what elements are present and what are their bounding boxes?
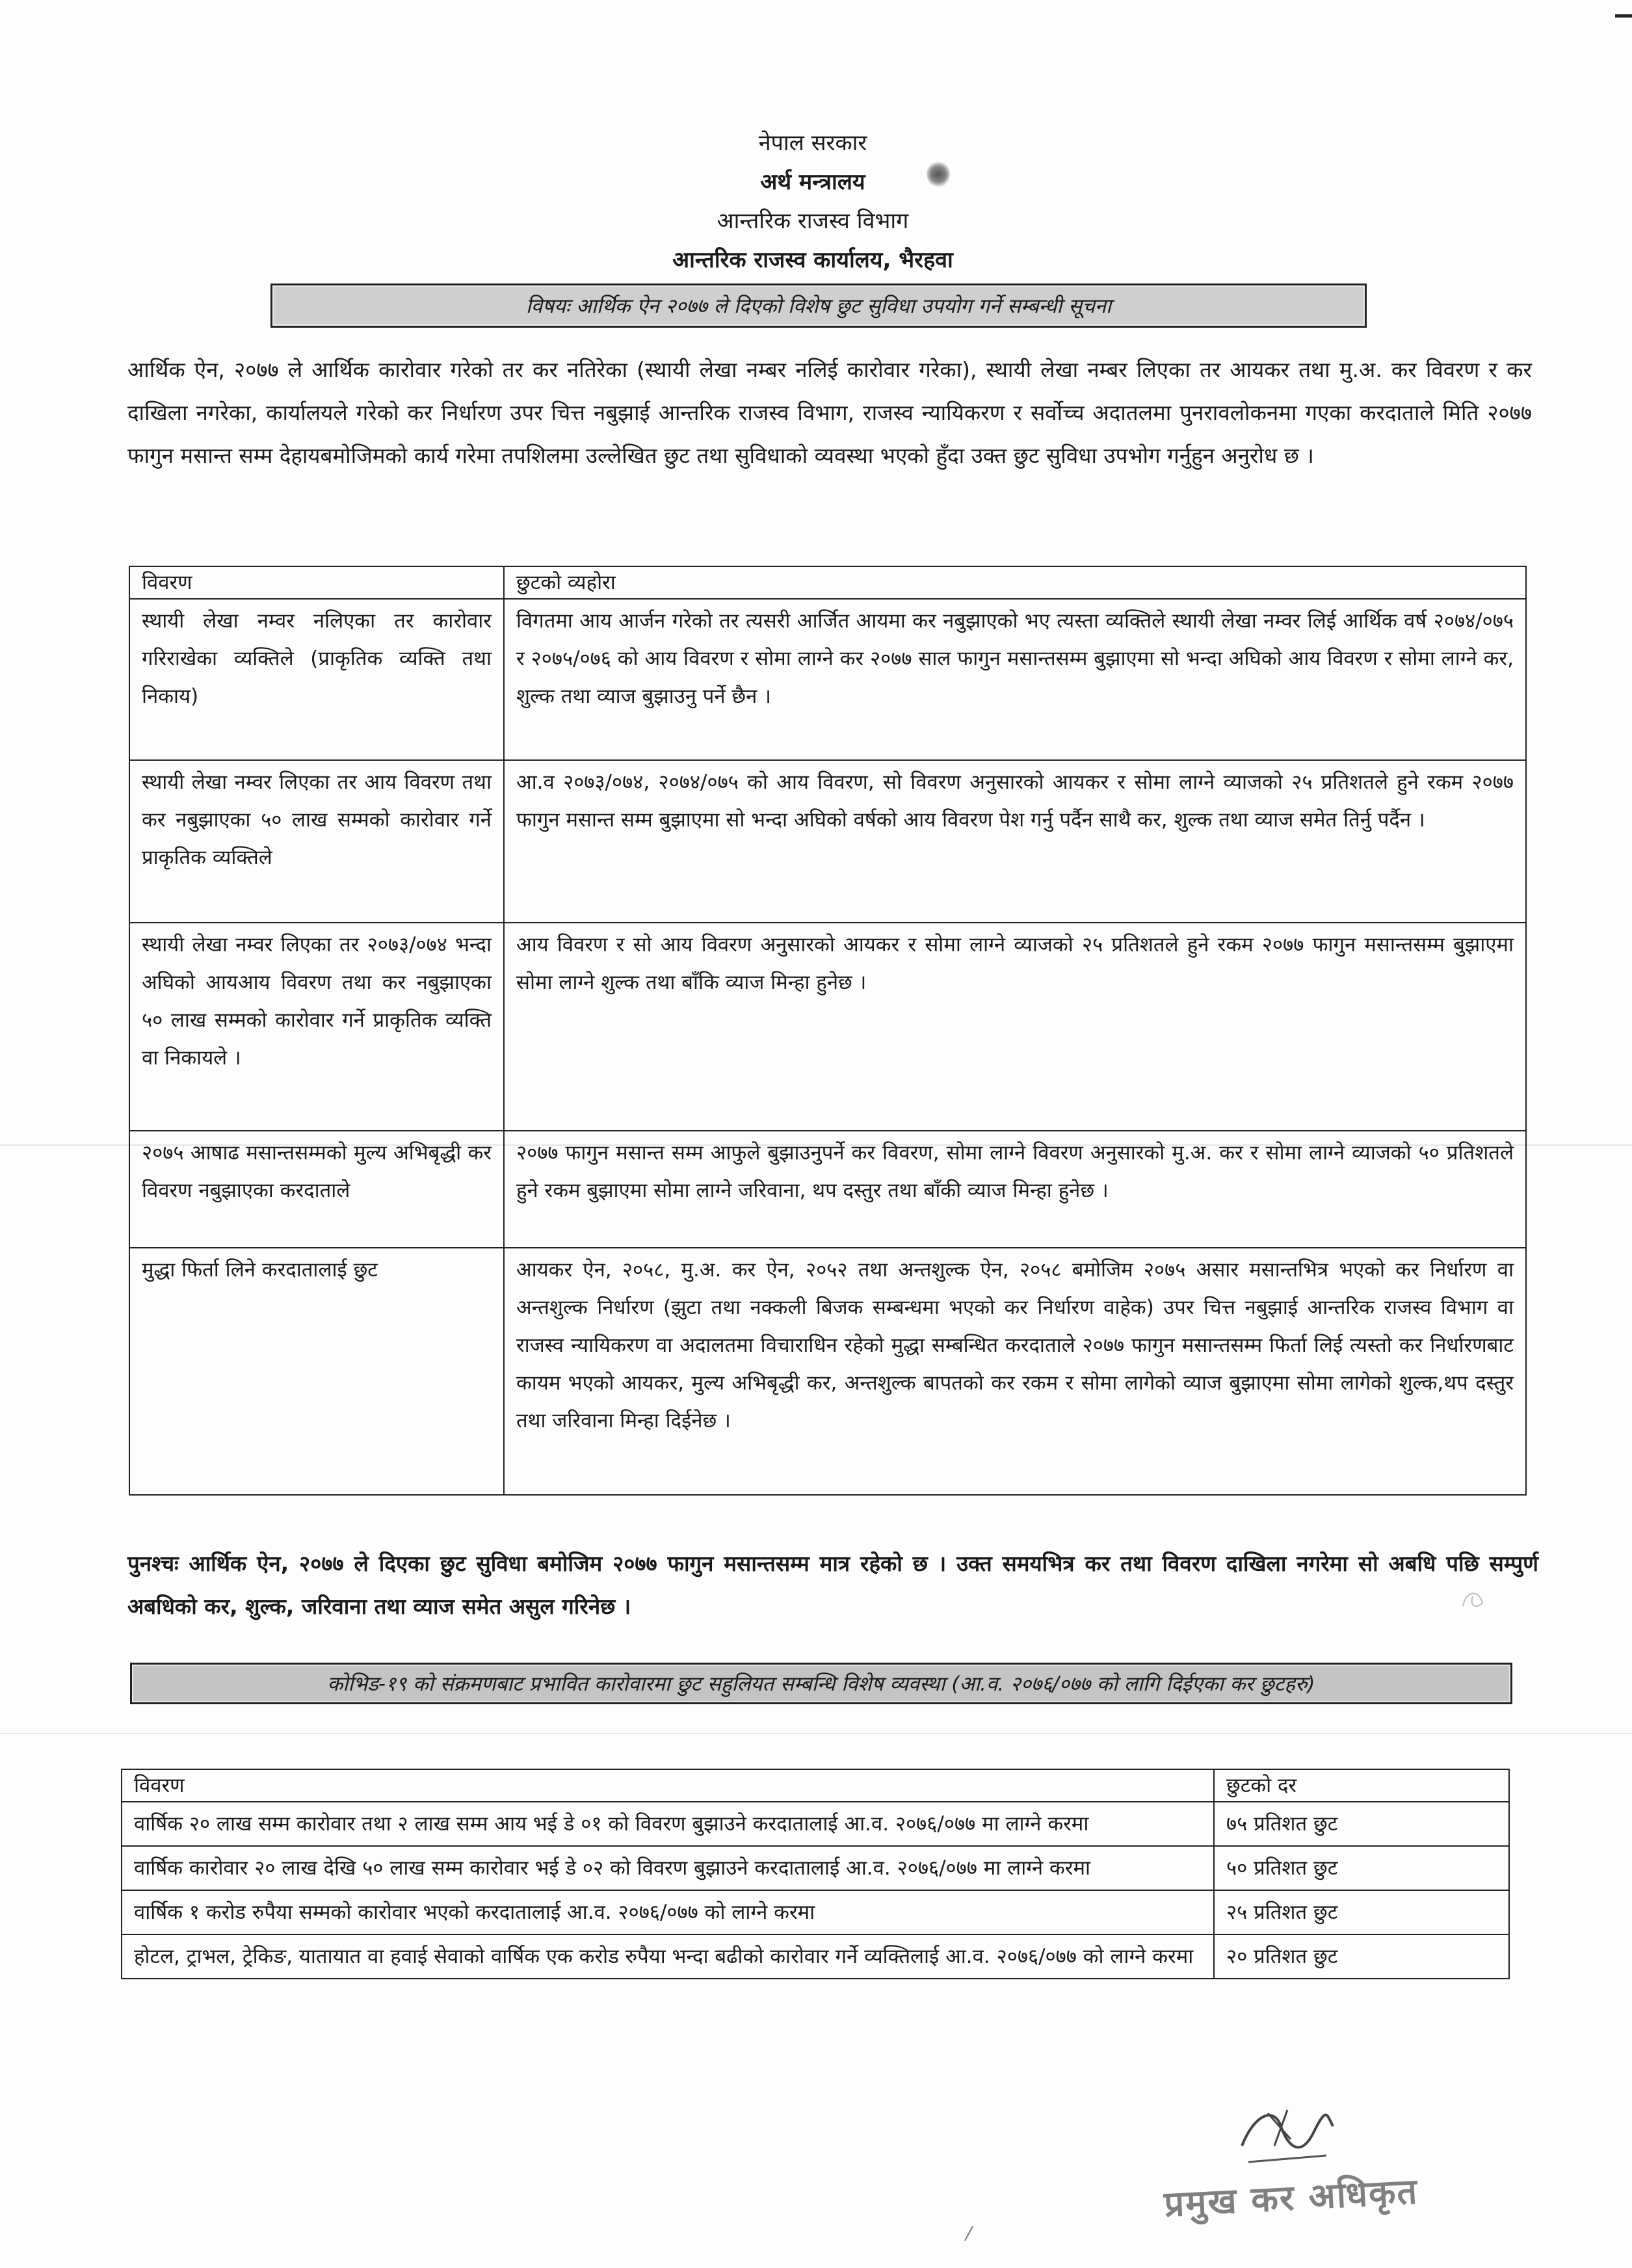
- paper-fold-line: [0, 1733, 1632, 1734]
- row-exemption-detail: आय विवरण र सो आय विवरण अनुसारको आयकर र सोमा लाग्ने व्याजको २५ प्रतिशतले हुने रकम २०७७ फागुन मसान्तसम्म बुझाएमा सोमा लाग्ने शुल्क तथा बाँकि व्याज मिन्हा हुनेछ ।: [504, 923, 1526, 1131]
- row-description: होटल, ट्राभल, ट्रेकिङ, यातायात वा हवाई सेवाको वार्षिक एक करोड रुपैया भन्दा बढीको कारोवार गर्ने व्यक्तिलाई आ.व. २०७६/०७७ को लाग्ने करमा: [122, 1934, 1214, 1979]
- ministry-name: अर्थ मन्त्रालय: [760, 169, 865, 195]
- pencil-mark: [1456, 1587, 1489, 1613]
- table-row: [129, 1248, 1526, 1495]
- table-row: [122, 1934, 1509, 1979]
- ink-smudge: [927, 161, 950, 187]
- table-row: [129, 923, 1526, 1131]
- postscript-paragraph: पुनश्चः आर्थिक ऐन, २०७७ ले दिएका छुट सुविधा बमोजिम २०७७ फागुन मसान्तसम्म मात्र रहेको छ । उक्त समयभित्र कर तथा विवरण दाखिला नगरेमा सो अबधि पछि सम्पुर्ण अबधिको कर, शुल्क, जरिवाना तथा व्याज समेत असुल गरिनेछ ।: [127, 1551, 1538, 1619]
- department-name: आन्तरिक राजस्व विभाग: [717, 208, 909, 234]
- row-description: स्थायी लेखा नम्वर नलिएका तर कारोवार गरिराखेका व्यक्तिले (प्राकृतिक व्यक्ति तथा निकाय): [129, 599, 504, 760]
- table-header-row: [122, 1769, 1509, 1802]
- row-rate: २५ प्रतिशत छुट: [1214, 1890, 1509, 1934]
- table-row: [122, 1890, 1509, 1934]
- corner-mark: [1615, 14, 1632, 18]
- column-header-description: विवरण: [129, 566, 504, 599]
- row-exemption-detail: आ.व २०७३/०७४, २०७४/०७५ को आय विवरण, सो विवरण अनुसारको आयकर र सोमा लाग्ने व्याजको २५ प्रतिशतले हुने रकम २०७७ फागुन मसान्त सम्म बुझाएमा सो भन्दा अघिको वर्षको आय विवरण पेश गर्नु पर्दैन साथै कर, शुल्क तथा व्याज समेत तिर्नु पर्दैन ।: [504, 760, 1526, 923]
- row-description: स्थायी लेखा नम्वर लिएका तर आय विवरण तथा कर नबुझाएका ५० लाख सम्मको कारोवार गर्ने प्राकृतिक व्यक्तिले: [129, 760, 504, 923]
- table-row: [129, 1131, 1526, 1248]
- subject-banner: विषयः आर्थिक ऐन २०७७ ले दिएको विशेष छुट सुविधा उपयोग गर्ने सम्बन्धी सूचना: [270, 284, 1367, 328]
- row-description: वार्षिक १ करोड रुपैया सम्मको कारोवार भएको करदातालाई आ.व. २०७६/०७७ को लाग्ने करमा: [122, 1890, 1214, 1934]
- row-rate: २० प्रतिशत छुट: [1214, 1934, 1509, 1979]
- covid-rate-table: [121, 1769, 1510, 1979]
- row-rate: ७५ प्रतिशत छुट: [1214, 1802, 1509, 1846]
- row-rate: ५० प्रतिशत छुट: [1214, 1846, 1509, 1890]
- row-description: वार्षिक २० लाख सम्म कारोवार तथा २ लाख सम्म आय भई डे ०१ को विवरण बुझाउने करदातालाई आ.व. २०७६/०७७ मा लाग्ने करमा: [122, 1802, 1214, 1846]
- government-name: नेपाल सरकार: [758, 130, 867, 156]
- office-name: आन्तरिक राजस्व कार्यालय, भैरहवा: [672, 247, 953, 273]
- table-row: [122, 1846, 1509, 1890]
- row-exemption-detail: आयकर ऐन, २०५८, मु.अ. कर ऐन, २०५२ तथा अन्तशुल्क ऐन, २०५८ बमोजिम २०७५ असार मसान्तभित्र भएको कर निर्धारण वा अन्तशुल्क निर्धारण (झुटा तथा नक्कली बिजक सम्बन्धमा भएको कर निर्धारण वाहेक) उपर चित्त नबुझाई आन्तरिक राजस्व विभाग वा राजस्व न्यायिकरण वा अदालतमा विचाराधिन रहेको मुद्धा सम्बन्धित करदाताले २०७७ फागुन मसान्तसम्म फिर्ता लिई त्यस्तो कर निर्धारणबाट कायम भएको आयकर, मुल्य अभिबृद्धी कर, अन्तशुल्क बापतको कर रकम र सोमा लागेको व्याज बुझाएमा सोमा लागेको शुल्क,थप दस्तुर तथा जरिवाना मिन्हा दिईनेछ ।: [504, 1248, 1526, 1495]
- row-exemption-detail: २०७७ फागुन मसान्त सम्म आफुले बुझाउनुपर्ने कर विवरण, सोमा लाग्ने विवरण अनुसारको मु.अ. कर र सोमा लाग्ने व्याजको ५० प्रतिशतले हुने रकम बुझाएमा सोमा लाग्ने जरिवाना, थप दस्तुर तथा बाँकी व्याज मिन्हा हुनेछ ।: [504, 1131, 1526, 1248]
- row-description: २०७५ आषाढ मसान्तसम्मको मुल्य अभिबृद्धी कर विवरण नबुझाएका करदाताले: [129, 1131, 504, 1248]
- officer-signature: [1229, 2100, 1339, 2172]
- row-description: मुद्धा फिर्ता लिने करदातालाई छुट: [129, 1248, 504, 1495]
- officer-stamp: प्रमुख कर अधिकृत: [1163, 2170, 1419, 2225]
- table-row: [129, 599, 1526, 760]
- covid-banner: कोभिड-१९ को संक्रमणबाट प्रभावित कारोवारमा छुट सहुलियत सम्बन्धि विशेष व्यवस्था (आ.व. २०७६/०७७ को लागि दिईएका कर छुटहरु): [130, 1663, 1512, 1704]
- letterhead: [455, 124, 1170, 280]
- intro-paragraph: आर्थिक ऐन, २०७७ ले आर्थिक कारोवार गरेको तर कर नतिरेका (स्थायी लेखा नम्बर नलिई कारोवार गरेका), स्थायी लेखा नम्बर लिएका तर आयकर तथा मु.अ. कर विवरण र कर दाखिला नगरेका, कार्यालयले गरेको कर निर्धारण उपर चित्त नबुझाई आन्तरिक राजस्व विभाग, राजस्व न्यायिकरण र सर्वोच्च अदातलमा पुनरावलोकनमा गएका करदाताले मिति २०७७ फागुन मसान्त सम्म देहायबमोजिमको कार्य गरेमा तपशिलमा उल्लेखित छुट तथा सुविधाको व्यवस्था भएको हुँदा उक्त छुट सुविधा उपभोग गर्नुहुन अनुरोध छ ।: [127, 357, 1532, 468]
- row-description: वार्षिक कारोवार २० लाख देखि ५० लाख सम्म कारोवार भई डे ०२ को विवरण बुझाउने करदातालाई आ.व. २०७६/०७७ मा लाग्ने करमा: [122, 1846, 1214, 1890]
- table-header-row: [129, 566, 1526, 599]
- column-header-rate: छुटको दर: [1214, 1769, 1509, 1802]
- exemption-table: [129, 566, 1527, 1496]
- table-row: [122, 1802, 1509, 1846]
- table-row: [129, 760, 1526, 923]
- column-header-exemption: छुटको व्यहोरा: [504, 566, 1526, 599]
- row-description: स्थायी लेखा नम्वर लिएका तर २०७३/०७४ भन्दा अघिको आयआय विवरण तथा कर नबुझाएका ५० लाख सम्मको कारोवार गर्ने प्राकृतिक व्यक्ति वा निकायले ।: [129, 923, 504, 1131]
- column-header-description: विवरण: [122, 1769, 1214, 1802]
- pen-mark: [962, 2224, 975, 2243]
- row-exemption-detail: विगतमा आय आर्जन गरेको तर त्यसरी आर्जित आयमा कर नबुझाएको भए त्यस्ता व्यक्तिले स्थायी लेखा नम्वर लिई आर्थिक वर्ष २०७४/०७५ र २०७५/०७६ को आय विवरण र सोमा लाग्ने कर २०७७ साल फागुन मसान्तसम्म बुझाएमा सो भन्दा अघिको आय विवरण र सोमा लाग्ने कर, शुल्क तथा व्याज बुझाउनु पर्ने छैन ।: [504, 599, 1526, 760]
